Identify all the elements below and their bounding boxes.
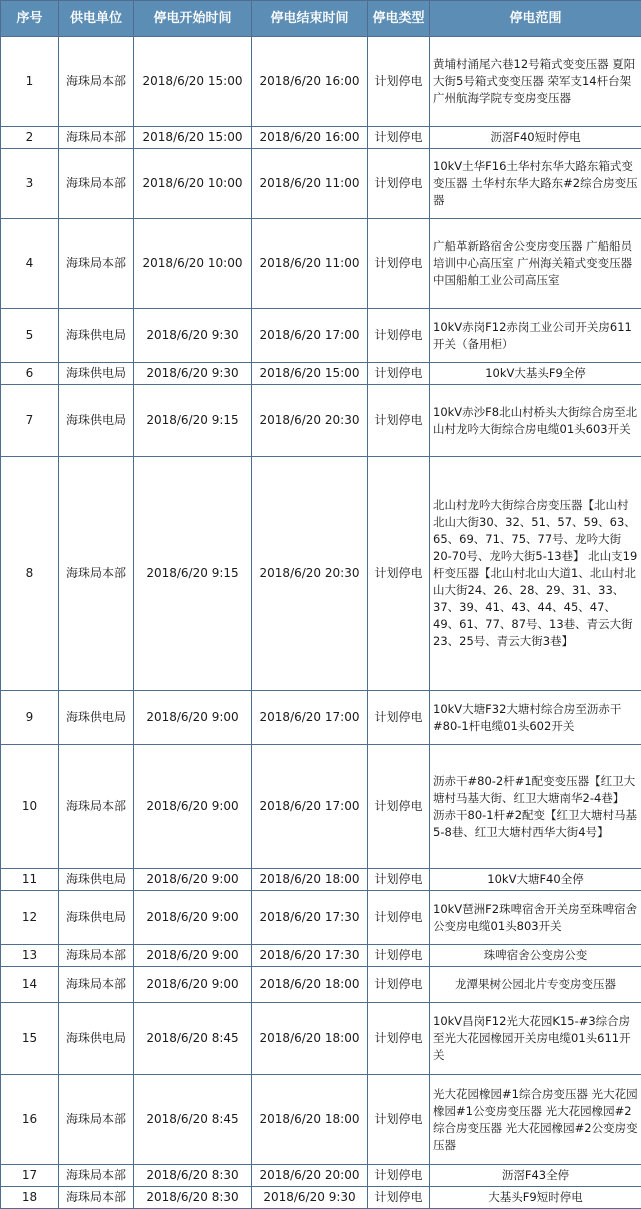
cell-end: 2018/6/20 15:00: [252, 363, 368, 385]
header-unit: 供电单位: [59, 1, 134, 37]
cell-start: 2018/6/20 9:15: [134, 457, 252, 691]
cell-type: 计划停电: [368, 149, 430, 219]
cell-start: 2018/6/20 9:00: [134, 891, 252, 945]
header-start: 停电开始时间: [134, 1, 252, 37]
cell-range: 10kV大塘F32大塘村综合房至沥赤干#80-1杆电缆01头602开关: [430, 691, 641, 745]
cell-no: 7: [1, 385, 59, 457]
cell-end: 2018/6/20 9:30: [252, 1187, 368, 1209]
table-row: [1, 1003, 641, 1075]
cell-unit: 海珠局本部: [59, 149, 134, 219]
table-row: [1, 869, 641, 891]
cell-range: 广船革新路宿舍公变房变压器 广船船员培训中心高压室 广州海关箱式变变压器 中国船舶工业公司高压室: [430, 219, 641, 309]
table-row: [1, 691, 641, 745]
table-row: [1, 385, 641, 457]
cell-end: 2018/6/20 18:00: [252, 869, 368, 891]
cell-type: 计划停电: [368, 457, 430, 691]
cell-type: 计划停电: [368, 1187, 430, 1209]
cell-start: 2018/6/20 9:00: [134, 869, 252, 891]
cell-unit: 海珠局本部: [59, 219, 134, 309]
table-row: [1, 967, 641, 1003]
cell-no: 1: [1, 37, 59, 127]
cell-no: 10: [1, 745, 59, 869]
table-row: [1, 37, 641, 127]
cell-start: 2018/6/20 10:00: [134, 219, 252, 309]
cell-unit: 海珠局本部: [59, 967, 134, 1003]
table-row: [1, 891, 641, 945]
cell-end: 2018/6/20 18:00: [252, 967, 368, 1003]
cell-no: 12: [1, 891, 59, 945]
table-row: [1, 1187, 641, 1209]
table-row: [1, 1075, 641, 1165]
table-row: [1, 457, 641, 691]
cell-start: 2018/6/20 10:00: [134, 149, 252, 219]
cell-unit: 海珠局本部: [59, 37, 134, 127]
cell-start: 2018/6/20 8:45: [134, 1003, 252, 1075]
cell-type: 计划停电: [368, 385, 430, 457]
table-row: [1, 127, 641, 149]
cell-start: 2018/6/20 8:30: [134, 1165, 252, 1187]
cell-no: 15: [1, 1003, 59, 1075]
cell-type: 计划停电: [368, 219, 430, 309]
cell-range: 10kV大塘F40全停: [430, 869, 641, 891]
cell-range: 沥赤干#80-2杆#1配变变压器【红卫大塘村马基大街、红卫大塘南华2-4巷】 沥赤干80-1杆#2配变【红卫大塘村马基5-8巷、红卫大塘村西华大街4号】: [430, 745, 641, 869]
cell-unit: 海珠局本部: [59, 127, 134, 149]
cell-type: 计划停电: [368, 1003, 430, 1075]
cell-range: 黄埔村涌尾六巷12号箱式变变压器 夏阳大街5号箱式变变压器 荣军支14杆台架 广州航海学院专变房变压器: [430, 37, 641, 127]
cell-unit: 海珠供电局: [59, 309, 134, 363]
cell-no: 18: [1, 1187, 59, 1209]
table-row: [1, 745, 641, 869]
cell-no: 16: [1, 1075, 59, 1165]
cell-start: 2018/6/20 8:30: [134, 1187, 252, 1209]
cell-range: 10kV赤岗F12赤岗工业公司开关房611开关（备用柜）: [430, 309, 641, 363]
cell-no: 14: [1, 967, 59, 1003]
cell-start: 2018/6/20 9:30: [134, 309, 252, 363]
cell-end: 2018/6/20 17:00: [252, 691, 368, 745]
cell-unit: 海珠局本部: [59, 745, 134, 869]
header-row: [1, 1, 641, 37]
cell-unit: 海珠供电局: [59, 869, 134, 891]
cell-type: 计划停电: [368, 1075, 430, 1165]
cell-unit: 海珠局本部: [59, 457, 134, 691]
cell-type: 计划停电: [368, 869, 430, 891]
cell-range: 沥滘F43全停: [430, 1165, 641, 1187]
cell-range: 10kV琶洲F2珠啤宿舍开关房至珠啤宿舍公变房电缆01头803开关: [430, 891, 641, 945]
cell-end: 2018/6/20 18:00: [252, 1003, 368, 1075]
cell-type: 计划停电: [368, 309, 430, 363]
cell-range: 10kV大基头F9全停: [430, 363, 641, 385]
table-row: [1, 309, 641, 363]
cell-type: 计划停电: [368, 967, 430, 1003]
cell-end: 2018/6/20 20:30: [252, 457, 368, 691]
cell-end: 2018/6/20 16:00: [252, 37, 368, 127]
cell-no: 5: [1, 309, 59, 363]
table-row: [1, 363, 641, 385]
cell-end: 2018/6/20 17:30: [252, 891, 368, 945]
cell-type: 计划停电: [368, 1165, 430, 1187]
cell-range: 珠啤宿舍公变房公变: [430, 945, 641, 967]
cell-start: 2018/6/20 9:00: [134, 945, 252, 967]
cell-start: 2018/6/20 8:45: [134, 1075, 252, 1165]
cell-start: 2018/6/20 15:00: [134, 37, 252, 127]
cell-type: 计划停电: [368, 945, 430, 967]
cell-end: 2018/6/20 17:00: [252, 309, 368, 363]
cell-end: 2018/6/20 20:30: [252, 385, 368, 457]
cell-start: 2018/6/20 9:00: [134, 967, 252, 1003]
cell-range: 光大花园橡园#1综合房变压器 光大花园橡园#1公变房变压器 光大花园橡园#2综合房变压器 光大花园橡园#2公变房变压器: [430, 1075, 641, 1165]
cell-end: 2018/6/20 16:00: [252, 127, 368, 149]
header-end: 停电结束时间: [252, 1, 368, 37]
table-row: [1, 1165, 641, 1187]
cell-end: 2018/6/20 11:00: [252, 219, 368, 309]
cell-unit: 海珠局本部: [59, 945, 134, 967]
cell-range: 北山村龙吟大街综合房变压器【北山村北山大街30、32、51、57、59、63、65、69、71、75、77号、龙吟大街20-70号、龙吟大街5-13巷】 北山支19杆变压器【北山村北山大道1、北山村北山大街24、26、28、29、31、33、37、39、41、43、44、45、47、49、61、77、87号、13巷、青云大街23、25号、青云大街3巷】: [430, 457, 641, 691]
cell-start: 2018/6/20 9:00: [134, 745, 252, 869]
table-row: [1, 945, 641, 967]
cell-no: 2: [1, 127, 59, 149]
cell-no: 4: [1, 219, 59, 309]
cell-unit: 海珠供电局: [59, 691, 134, 745]
cell-range: 10kV赤沙F8北山村桥头大街综合房至北山村龙吟大街综合房电缆01头603开关: [430, 385, 641, 457]
header-range: 停电范围: [430, 1, 641, 37]
cell-no: 6: [1, 363, 59, 385]
cell-unit: 海珠供电局: [59, 891, 134, 945]
cell-unit: 海珠供电局: [59, 1003, 134, 1075]
cell-type: 计划停电: [368, 363, 430, 385]
cell-type: 计划停电: [368, 891, 430, 945]
cell-start: 2018/6/20 15:00: [134, 127, 252, 149]
cell-unit: 海珠局本部: [59, 1187, 134, 1209]
cell-end: 2018/6/20 18:00: [252, 1075, 368, 1165]
header-no: 序号: [1, 1, 59, 37]
cell-range: 沥滘F40短时停电: [430, 127, 641, 149]
table-row: [1, 149, 641, 219]
cell-end: 2018/6/20 11:00: [252, 149, 368, 219]
cell-unit: 海珠供电局: [59, 385, 134, 457]
header-type: 停电类型: [368, 1, 430, 37]
cell-type: 计划停电: [368, 691, 430, 745]
cell-no: 17: [1, 1165, 59, 1187]
cell-no: 3: [1, 149, 59, 219]
cell-end: 2018/6/20 17:30: [252, 945, 368, 967]
cell-unit: 海珠局本部: [59, 1075, 134, 1165]
cell-no: 9: [1, 691, 59, 745]
cell-type: 计划停电: [368, 37, 430, 127]
cell-range: 龙潭果树公园北片专变房变压器: [430, 967, 641, 1003]
cell-range: 大基头F9短时停电: [430, 1187, 641, 1209]
cell-type: 计划停电: [368, 745, 430, 869]
cell-no: 13: [1, 945, 59, 967]
cell-unit: 海珠局本部: [59, 1165, 134, 1187]
cell-start: 2018/6/20 9:00: [134, 691, 252, 745]
cell-range: 10kV土华F16土华村东华大路东箱式变变压器 土华村东华大路东#2综合房变压器: [430, 149, 641, 219]
cell-unit: 海珠供电局: [59, 363, 134, 385]
cell-type: 计划停电: [368, 127, 430, 149]
cell-range: 10kV昌岗F12光大花园K15-#3综合房至光大花园橡园开关房电缆01头611开关: [430, 1003, 641, 1075]
cell-end: 2018/6/20 20:00: [252, 1165, 368, 1187]
cell-start: 2018/6/20 9:15: [134, 385, 252, 457]
cell-no: 11: [1, 869, 59, 891]
cell-start: 2018/6/20 9:30: [134, 363, 252, 385]
cell-end: 2018/6/20 17:00: [252, 745, 368, 869]
cell-no: 8: [1, 457, 59, 691]
table-row: [1, 219, 641, 309]
